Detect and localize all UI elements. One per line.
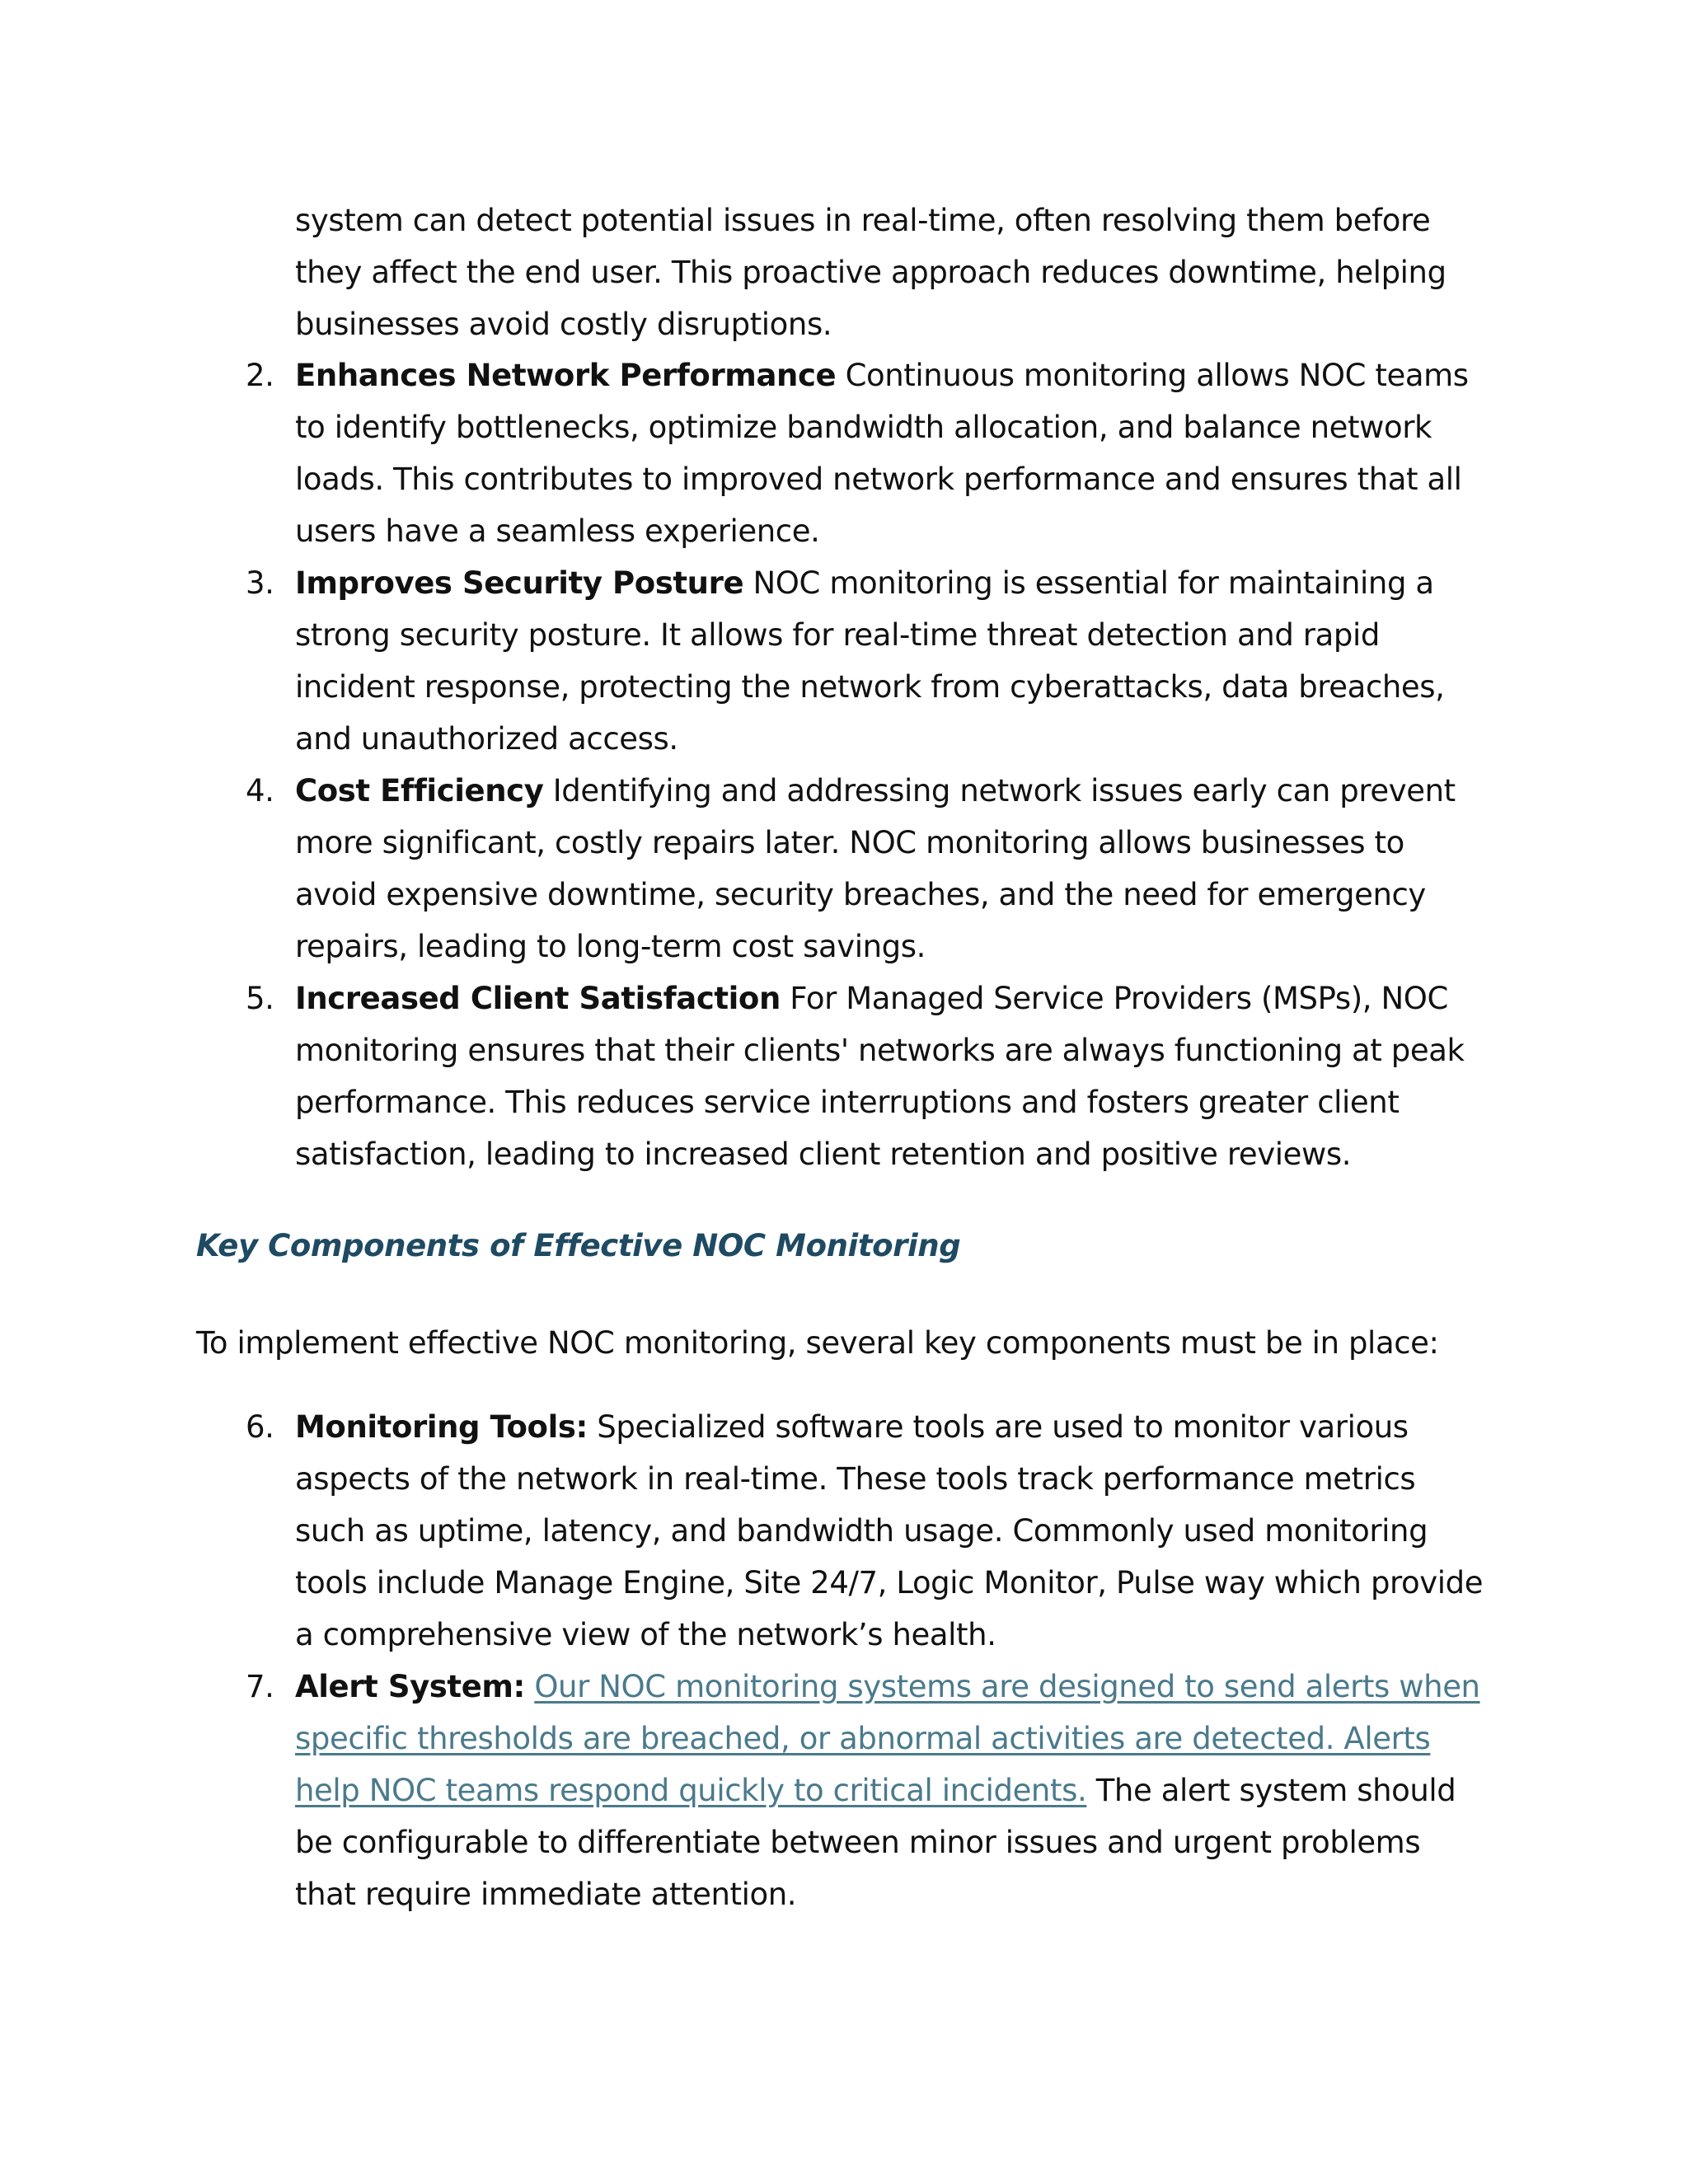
list-number: 4. xyxy=(246,773,274,808)
item-title: Cost Efficiency xyxy=(295,773,544,808)
item-title: Improves Security Posture xyxy=(295,565,744,601)
alert-system-link[interactable]: Our NOC monitoring systems are designed to send alerts when specific thresholds are breached, or abnormal activities are detected. Alerts help NOC teams respond quickly to critical incidents. xyxy=(295,1669,1480,1808)
section-heading: Key Components of Effective NOC Monitoring xyxy=(196,1228,961,1263)
item-body: Specialized software tools are used to monitor various aspects of the network in real-time. These tools track performance metrics such as uptime, latency, and bandwidth usage. Commonly used monitoring tools include Manage Engine, Site 24/7, Logic Monitor, Pulse way which provide a comprehensive view of the network’s health. xyxy=(295,1409,1484,1652)
list-item-cost-efficiency xyxy=(246,765,1490,972)
list-item-alert-system xyxy=(246,1661,1490,1920)
item-title: Alert System: xyxy=(295,1669,525,1704)
benefits-list xyxy=(246,349,1490,1180)
item-body: NOC monitoring is essential for maintaining a strong security posture. It allows for real-time threat detection and rapid incident response, protecting the network from cyberattacks, data breaches, and unauthorized access. xyxy=(295,565,1445,757)
list-item-increased-client-satisfaction xyxy=(246,972,1490,1180)
list-number: 6. xyxy=(246,1409,274,1445)
item-title: Increased Client Satisfaction xyxy=(295,981,781,1016)
item-body: The alert system should be configurable to differentiate between minor issues and urgent problems that require immediate attention. xyxy=(295,1773,1456,1912)
list-number: 7. xyxy=(246,1669,274,1704)
list-item-monitoring-tools xyxy=(246,1401,1490,1661)
list-item-improves-security-posture xyxy=(246,557,1490,765)
intro-paragraph: To implement effective NOC monitoring, several key components must be in place: xyxy=(196,1325,1439,1361)
list-number: 5. xyxy=(246,981,274,1016)
list-item-enhances-network-performance xyxy=(246,349,1490,557)
item-title: Enhances Network Performance xyxy=(295,358,837,393)
item-body: For Managed Service Providers (MSPs), NOC monitoring ensures that their clients' networks are always functioning at peak performance. This reduces service interruptions and fosters greater client satisfaction, leading to increased client retention and positive reviews. xyxy=(295,981,1465,1172)
item-body: Continuous monitoring allows NOC teams to identify bottlenecks, optimize bandwidth allocation, and balance network loads. This contributes to improved network performance and ensures that all users have a seamless experience. xyxy=(295,358,1469,549)
list-number: 3. xyxy=(246,565,274,601)
item-title: Monitoring Tools: xyxy=(295,1409,588,1445)
list-number: 2. xyxy=(246,358,274,393)
item-body: Identifying and addressing network issues early can prevent more significant, costly repairs later. NOC monitoring allows businesses to avoid expensive downtime, security breaches, and the need for emergency repairs, leading to long-term cost savings. xyxy=(295,773,1456,964)
continued-paragraph: system can detect potential issues in real-time, often resolving them before they affect the end user. This proactive approach reduces downtime, helping businesses avoid costly disruptions. xyxy=(295,203,1447,342)
components-list xyxy=(246,1401,1490,1920)
